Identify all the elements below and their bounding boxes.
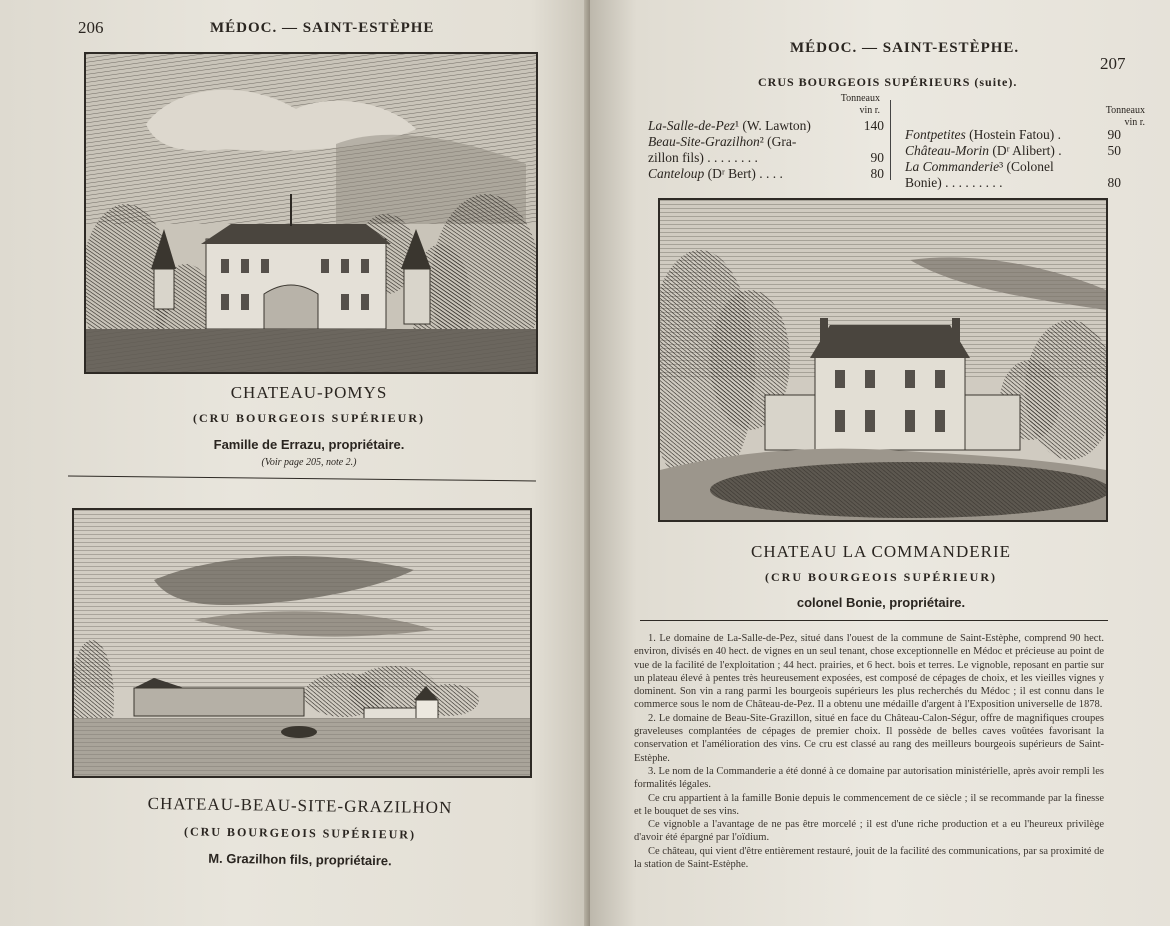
- chateau-beau-site-title: CHATEAU-BEAU-SITE-GRAZILHON: [147, 793, 453, 818]
- footnote-1: 1. Le domaine de La-Salle-de-Pez, situé dans l'ouest de la commune de Saint-Estèphe, comprend 90 hect. environ, divisés en 40 hect. de vignes en un seul tenant, chose exceptionnelle en Médoc et précieuse au point de vue de la facilité de l'exploitation ; 44 hect. prairies, et 6 hect. bois et terres. Le vignoble, reposant en partie sur un plateau élevé à pentes très heureusement exposées, est composé de cépages de choix, et les vieilles vignes y dominent. Son vin a rang parmi les bourgeois supérieurs les plus recherchés du Médoc ; il est connu dans le commerce sous le nom de Château-de-Pez. Il a obtenu une médaille d'argent à l'Exposition universelle de 1878.: [634, 633, 1105, 711]
- wine-tonneaux: 140: [863, 118, 884, 133]
- footnote-3-cont-c: Ce château, qui vient d'être entièrement restauré, jouit de la facilité des communications, par sa proximité de la station de Saint-Estèphe.: [634, 845, 1104, 871]
- wine-row: [905, 127, 1121, 143]
- wine-owner: ³ (Colonel: [999, 159, 1054, 174]
- chateau-pomys-subtitle: (CRU BOURGEOIS SUPÉRIEUR): [192, 411, 426, 425]
- wine-tonneaux: 50: [1107, 143, 1121, 158]
- chateau-pomys-engraving: [84, 52, 538, 374]
- wine-owner: (Hostein Fatou) .: [965, 127, 1061, 142]
- wine-row: [648, 118, 884, 134]
- chateau-beau-site-owner: M. Grazilhon fils, propriétaire.: [208, 850, 392, 869]
- wine-name: Château-Morin: [905, 143, 989, 158]
- footnote-3-cont-a: Ce cru appartient à la famille Bonie depuis le commencement de ce siècle ; il se recommande par la finesse et le bouquet de ses vins.: [634, 792, 1104, 817]
- wine-owner: (Dʳ Alibert) .: [989, 143, 1062, 158]
- wine-tonneaux: 80: [1107, 175, 1121, 190]
- table-column-separator: [890, 100, 891, 180]
- chateau-la-commanderie-subtitle: (CRU BOURGEOIS SUPÉRIEUR): [764, 570, 998, 584]
- wine-name: Beau-Site-Grazilhon: [648, 134, 760, 149]
- chateau-beau-site-grazilhon-engraving: [72, 508, 532, 778]
- wine-name: Canteloup: [648, 166, 705, 181]
- right-column-header: [1065, 105, 1145, 129]
- left-col-header-line2: vin r.: [859, 105, 880, 116]
- footnote-3: 3. Le nom de la Commanderie a été donné à ce domaine par autorisation ministérielle, après avoir rempli les formalités légales.: [634, 765, 1104, 791]
- footnote-3-cont-b: Ce vignoble a l'avantage de ne pas être morcelé ; il est d'une riche production et a eu l'heureux privilège d'avoir été épargné par l'oïdium.: [634, 819, 1104, 844]
- wine-owner: ² (Gra-: [759, 134, 797, 149]
- right-col-header-line2: vin r.: [1124, 117, 1145, 128]
- wine-tonneaux: 80: [870, 166, 884, 181]
- wine-row: [905, 143, 1121, 159]
- wine-name: Fontpetites: [905, 127, 966, 142]
- left-column-header: [805, 93, 880, 117]
- wine-row: [648, 150, 884, 166]
- table-title: CRUS BOURGEOIS SUPÉRIEURS (suite).: [758, 75, 1018, 89]
- wine-row: [905, 175, 1121, 191]
- chateau-beau-site-subtitle: (CRU BOURGEOIS SUPÉRIEUR): [183, 824, 417, 842]
- wine-name: La-Salle-de-Pez: [648, 118, 735, 133]
- chateau-la-commanderie-owner: colonel Bonie, propriétaire.: [796, 595, 966, 610]
- plate-divider: [68, 476, 536, 482]
- chateau-pomys-title: CHATEAU-POMYS: [230, 383, 388, 402]
- wine-tonneaux: 90: [870, 150, 884, 165]
- chateau-la-commanderie-title: CHATEAU LA COMMANDERIE: [751, 542, 1011, 561]
- wine-tonneaux: 90: [1107, 127, 1121, 142]
- chateau-pomys-note: (Voir page 205, note 2.): [261, 457, 357, 468]
- wine-row: [648, 134, 884, 150]
- wine-owner: zillon fils) . . . . . . . .: [648, 150, 758, 165]
- wine-name: La Commanderie: [905, 159, 1000, 174]
- left-running-head: MÉDOC. — SAINT-ESTÈPHE: [210, 20, 435, 36]
- footnote-rule: [640, 620, 1108, 621]
- wine-row: [905, 159, 1121, 175]
- right-col-header-line1: Tonneaux: [1105, 105, 1145, 116]
- wine-row: [648, 166, 884, 182]
- chateau-la-commanderie-engraving: [658, 198, 1108, 522]
- left-col-header-line1: Tonneaux: [840, 93, 880, 104]
- wine-owner: Bonie) . . . . . . . . .: [905, 175, 1003, 190]
- wine-owner: (Dʳ Bert) . . . .: [704, 166, 783, 181]
- wine-owner: ¹ (W. Lawton): [734, 118, 811, 133]
- footnote-2: 2. Le domaine de Beau-Site-Grazillon, situé en face du Château-Calon-Ségur, offre de magnifiques croupes graveleuses complantées de cépages de premier choix. Il possède de belles caves voûtées favorisant la conservation et l'amélioration des vins. Ce cru est classé au rang des meilleurs bourgeois supérieurs de Saint-Estèphe.: [634, 712, 1104, 764]
- right-running-head: MÉDOC. — SAINT-ESTÈPHE.: [790, 40, 1020, 56]
- left-page-number: 206: [78, 18, 104, 37]
- footnotes: [634, 632, 1104, 871]
- chateau-pomys-owner: Famille de Errazu, propriétaire.: [213, 437, 405, 452]
- right-page: [590, 0, 1170, 926]
- right-page-number: 207: [1100, 54, 1126, 73]
